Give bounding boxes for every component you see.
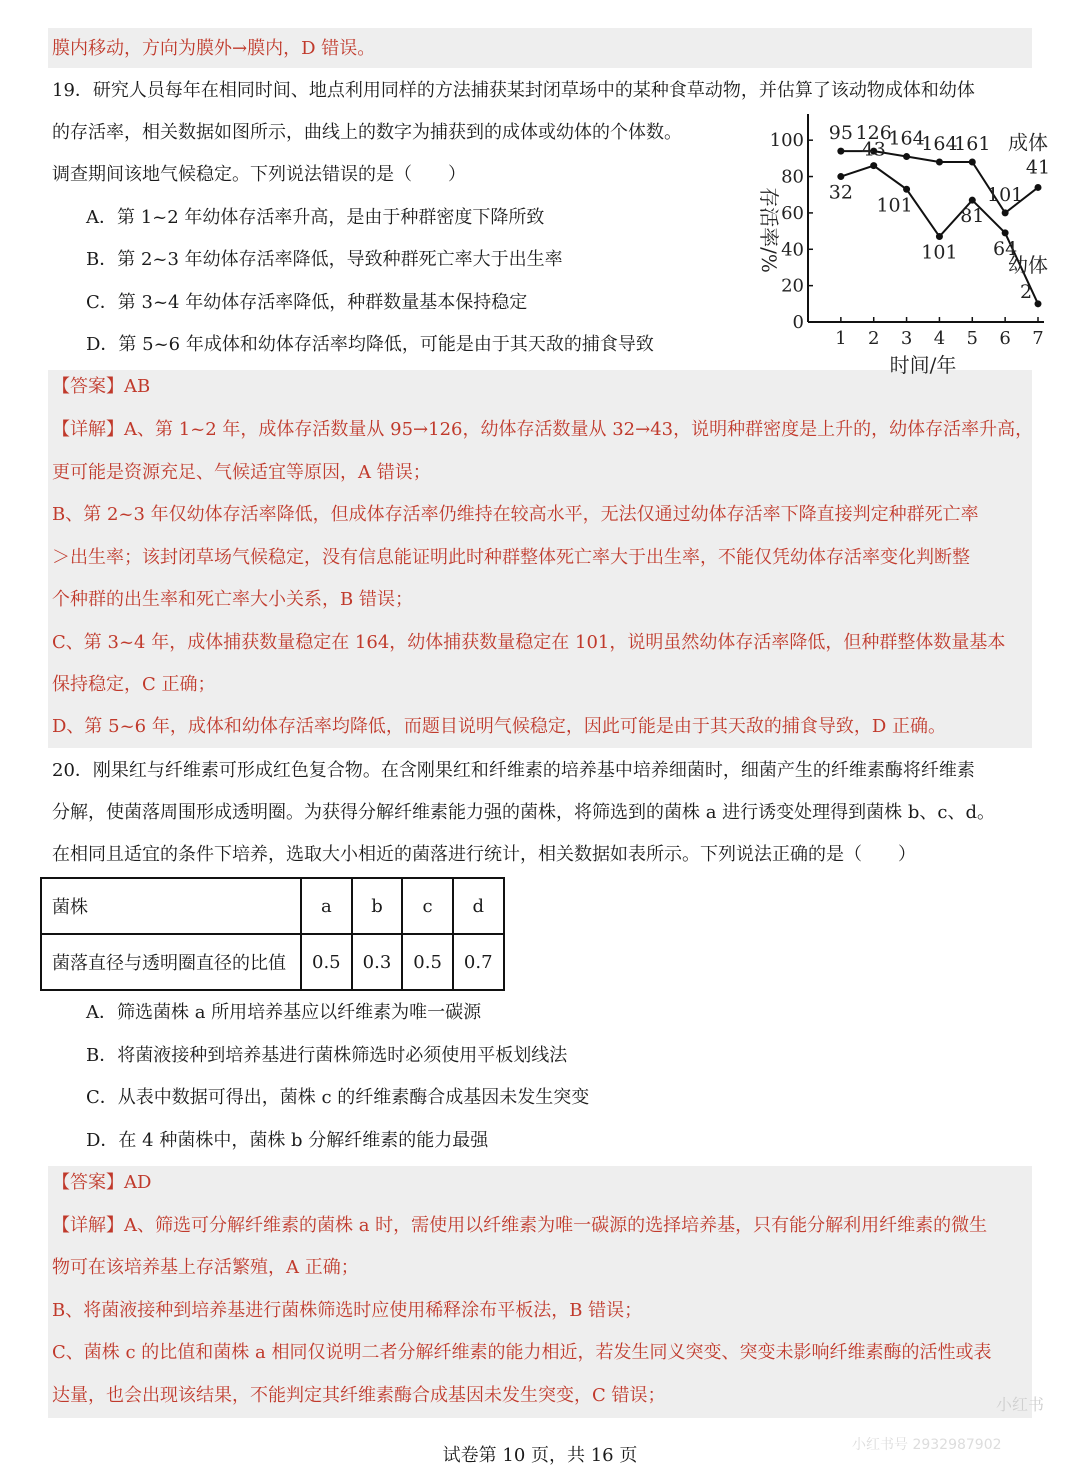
q20-stem: 20．刚果红与纤维素可形成红色复合物。在含刚果红和纤维素的培养基中培养细菌时，细菌产生的纤维素酶将纤维素	[52, 760, 975, 781]
q19-detail-line: 保持稳定，C 正确；	[52, 674, 216, 695]
q19-option-a: A．第 1~2 年幼体存活率升高，是由于种群密度下降所致	[86, 207, 545, 228]
q20-detail-line: 【详解】A、筛选可分解纤维素的菌株 a 时，需使用以纤维素为唯一碳源的选择培养基，只有能分解利用纤维素的微生	[52, 1215, 988, 1236]
q19-detail-line: B、第 2~3 年仅幼体存活率降低，但成体存活率仍维持在较高水平，无法仅通过幼体存活率下降直接判定种群死亡率	[52, 504, 979, 525]
data-label: 101	[921, 241, 958, 264]
data-label: 161	[954, 133, 991, 155]
y-axis-label: 存活率/%	[757, 187, 781, 273]
x-tick-label: 6	[999, 328, 1011, 349]
data-label: 164	[888, 127, 925, 150]
q20-option-c: C．从表中数据可得出，菌株 c 的纤维素酶合成基因未发生突变	[86, 1087, 590, 1108]
q19-detail-line: ＞出生率；该封闭草场气候稳定，没有信息能证明此时种群整体死亡率大于出生率，不能仅凭幼体存活率变化判断整	[52, 547, 970, 568]
y-tick-label: 60	[781, 202, 804, 224]
data-label: 64	[993, 237, 1018, 260]
watermark-id: 小红书号 2932987902	[852, 1437, 1002, 1453]
table-header-cell: c	[402, 878, 453, 934]
y-tick-label: 80	[781, 166, 804, 188]
q19-option-b: B．第 2~3 年幼体存活率降低，导致种群死亡率大于出生率	[86, 249, 563, 270]
x-tick-label: 3	[900, 328, 913, 349]
table-row	[41, 878, 504, 934]
q20-stem: 在相同且适宜的条件下培养，选取大小相近的菌落进行统计，相关数据如表所示。下列说法正确的是（ ）	[52, 844, 916, 865]
data-label: 43	[861, 138, 886, 161]
q20-option-d: D．在 4 种菌株中，菌株 b 分解纤维素的能力最强	[86, 1130, 489, 1151]
page-footer: 试卷第 10 页，共 16 页	[442, 1445, 638, 1466]
data-point	[936, 233, 943, 240]
table-cell: 0.7	[453, 934, 504, 990]
x-tick-label: 2	[867, 328, 880, 349]
q20-option-a: A．筛选菌株 a 所用培养基应以纤维素为唯一碳源	[86, 1002, 482, 1023]
q19-detail-line: 更可能是资源充足、气候适宜等原因，A 错误；	[52, 462, 431, 483]
q19-detail-line: 个种群的出生率和死亡率大小关系，B 错误；	[52, 589, 413, 610]
previous-answer-tail: 膜内移动，方向为膜外→膜内，D 错误。	[52, 38, 376, 59]
q19-stem: 19．研究人员每年在相同时间、地点利用同样的方法捕获某封闭草场中的某种食草动物，并估算了该动物成体和幼体	[52, 80, 975, 101]
data-label: 41	[1025, 156, 1051, 179]
q20-answer: 【答案】AD	[52, 1172, 152, 1193]
data-point	[903, 186, 910, 193]
x-tick-label: 1	[835, 328, 847, 349]
x-tick-label: 5	[966, 328, 979, 349]
data-label: 101	[876, 194, 913, 217]
data-point	[969, 197, 976, 204]
table-header-label: 菌株	[41, 878, 301, 934]
data-label: 126	[855, 122, 892, 145]
table-cell: 0.5	[301, 934, 352, 990]
watermark-logo: 小红书	[996, 1395, 1045, 1414]
q19-answer: 【答案】AB	[52, 376, 151, 397]
data-label: 164	[921, 133, 958, 155]
data-label: 81	[960, 205, 985, 228]
strain-table	[40, 877, 505, 991]
q19-stem: 调查期间该地气候稳定。下列说法错误的是（ ）	[52, 164, 466, 185]
data-label: 101	[987, 183, 1024, 206]
table-cell: 0.5	[402, 934, 453, 990]
q19-option-c: C．第 3~4 年幼体存活率降低，种群数量基本保持稳定	[86, 292, 528, 313]
series-label: 幼体	[1008, 252, 1048, 277]
x-tick-label: 4	[933, 328, 946, 349]
data-point	[870, 162, 877, 169]
q19-detail-line: 【详解】A、第 1~2 年，成体存活数量从 95→126，幼体存活数量从 32→43，说明种群密度是上升的，幼体存活率升高，	[52, 419, 1034, 440]
q20-stem: 分解，使菌落周围形成透明圈。为获得分解纤维素能力强的菌株，将筛选到的菌株 a 进行诱变处理得到菌株 b、c、d。	[52, 802, 996, 823]
y-tick-label: 40	[781, 239, 804, 261]
q20-detail-line: C、菌株 c 的比值和菌株 a 相同仅说明二者分解纤维素的能力相近，若发生同义突变、突变未影响纤维素酶的活性或表	[52, 1342, 992, 1363]
data-point	[837, 148, 844, 155]
x-tick-label: 7	[1032, 328, 1044, 349]
data-label: 2	[1019, 280, 1033, 303]
data-label: 95	[828, 122, 853, 145]
x-axis-label: 时间/年	[889, 353, 957, 377]
data-point	[837, 173, 844, 180]
series-label: 成体	[1008, 130, 1048, 155]
table-header-cell: d	[453, 878, 504, 934]
data-point	[903, 153, 910, 160]
q19-stem: 的存活率，相关数据如图所示，曲线上的数字为捕获到的成体或幼体的个体数。	[52, 122, 682, 143]
y-tick-label: 20	[781, 275, 804, 297]
table-row	[41, 934, 504, 990]
data-point	[1035, 300, 1042, 307]
data-point	[1035, 184, 1042, 191]
table-cell: 0.3	[352, 934, 403, 990]
q19-detail-line: D、第 5~6 年，成体和幼体存活率均降低，而题目说明气候稳定，因此可能是由于其天敌的捕食导致，D 正确。	[52, 716, 947, 737]
survival-rate-chart	[740, 110, 1065, 380]
q20-option-b: B．将菌液接种到培养基进行菌株筛选时必须使用平板划线法	[86, 1045, 568, 1066]
q20-detail-line: 达量，也会出现该结果，不能判定其纤维素酶合成基因未发生突变，C 错误；	[52, 1385, 666, 1406]
q20-detail-line: B、将菌液接种到培养基进行菌株筛选时应使用稀释涂布平板法，B 错误；	[52, 1300, 643, 1321]
table-row-label: 菌落直径与透明圈直径的比值	[41, 934, 301, 990]
table-header-cell: b	[352, 878, 403, 934]
data-label: 32	[828, 181, 853, 204]
data-point	[936, 159, 943, 166]
data-point	[1002, 229, 1009, 236]
y-tick-label: 100	[769, 130, 804, 152]
data-point	[1002, 209, 1009, 216]
q19-option-d: D．第 5~6 年成体和幼体存活率均降低，可能是由于其天敌的捕食导致	[86, 334, 654, 355]
data-point	[969, 159, 976, 166]
table-header-cell: a	[301, 878, 352, 934]
y-tick-label: 0	[792, 312, 804, 333]
q20-detail-line: 物可在该培养基上存活繁殖，A 正确；	[52, 1257, 359, 1278]
q19-detail-line: C、第 3~4 年，成体捕获数量稳定在 164，幼体捕获数量稳定在 101，说明虽然幼体存活率降低，但种群整体数量基本	[52, 632, 1006, 653]
